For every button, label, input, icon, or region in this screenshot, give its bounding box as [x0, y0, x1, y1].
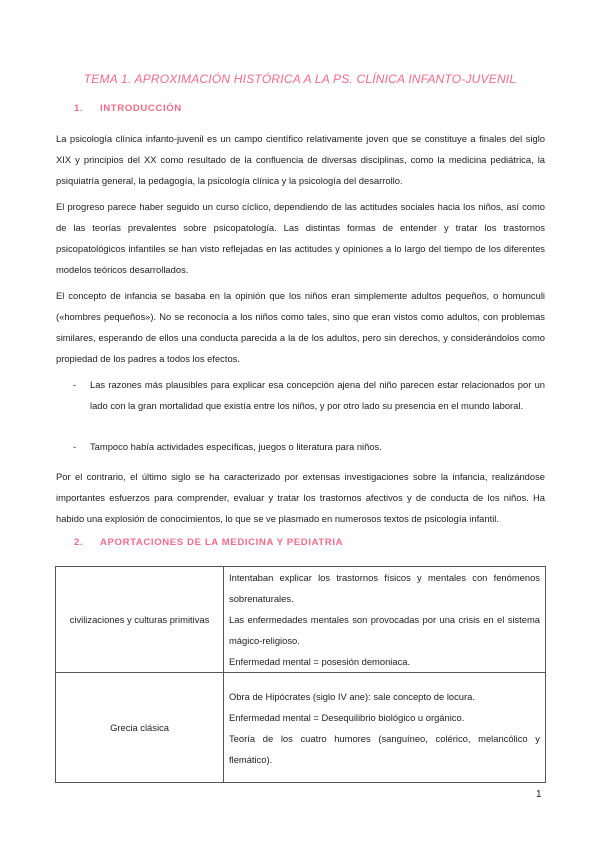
table-line: Obra de Hipócrates (siglo IV ane): sale concepto de locura. — [229, 690, 475, 702]
intro-paragraph-2: El progreso parece haber seguido un curso cíclico, dependiendo de las actitudes sociales hacia los niños, así como de las teorías prevalentes sobre psicopatología. Las distintas formas de entender y tratar los trastornos psicopatológicos infantiles se han visto reflejadas en las actitudes y opiniones a lo largo del tiempo de los diferentes modelos teóricos desarrollados. — [56, 201, 545, 275]
bullet-item-2 — [56, 436, 545, 457]
page-number: 1 — [536, 789, 542, 800]
intro-paragraph-3: El concepto de infancia se basaba en la opinión que los niños eran simplemente adultos pequeños, o homunculi («hombres pequeños»). No se reconocía a los niños como tales, sino que eran vistos como adultos, con problemas similares, esperando de ellos una conducta parecida a la de los adultos, pero sin derechos, y considerándolos como propiedad de los padres a todos los efectos. — [56, 290, 545, 364]
bullet-marker: - — [73, 441, 77, 452]
document-title: TEMA 1. APROXIMACIÓN HISTÓRICA A LA PS. CLÍNICA INFANTO-JUVENIL — [83, 72, 517, 86]
section-2-number: 2. — [74, 537, 84, 548]
table-row — [56, 673, 546, 783]
bullet-text-2: Tampoco había actividades específicas, juegos o literatura para niños. — [90, 441, 382, 452]
bullet-item-1 — [56, 374, 545, 416]
table-line: Las enfermedades mentales son provocadas por una crisis en el sistema mágico-religioso. — [229, 614, 540, 646]
table-line: Teoría de los cuatro humores (sanguíneo, colérico, melancólico y flemático). — [229, 732, 540, 765]
section-1-title: INTRODUCCIÓN — [100, 103, 182, 114]
table-line: Enfermedad mental = Desequilibrio biológico u orgánico. — [229, 711, 465, 723]
table-description-cell — [224, 673, 546, 783]
table-line: Enfermedad mental = posesión demoniaca. — [229, 656, 411, 667]
bullet-text-1: Las razones más plausibles para explicar esa concepción ajena del niño parecen estar relacionados por un lado con la gran mortalidad que existía entre los niños, y por otro lado su presencia en el mundo laboral. — [90, 379, 545, 411]
table-period-cell: civilizaciones y culturas primitivas — [56, 567, 224, 673]
table-row — [56, 567, 546, 673]
section-2-heading — [74, 537, 343, 548]
section-2-title: APORTACIONES DE LA MEDICINA Y PEDIATRIA — [100, 537, 344, 548]
closing-paragraph: Por el contrario, el último siglo se ha caracterizado por extensas investigaciones sobre la infancia, realizándose importantes esfuerzos para comprender, evaluar y tratar los trastornos afectivos y de conducta de los niños. Ha habido una explosión de conocimientos, lo que se ve plasmado en numerosos textos de psicología infantil. — [56, 471, 545, 524]
table-line: Intentaban explicar los trastornos físicos y mentales con fenómenos sobrenaturales. — [229, 572, 540, 604]
table-period-cell: Grecia clásica — [56, 673, 224, 783]
section-1-heading — [74, 103, 182, 114]
bullet-marker: - — [73, 379, 77, 390]
intro-paragraph-1: La psicología clínica infanto-juvenil es un campo científico relativamente joven que se constituye a finales del siglo XIX y principios del XX como resultado de la confluencia de diversas disciplinas, como la medicina pediátrica, la psiquiatría general, la pedagogía, la psicología clínica y la psicología del desarrollo. — [56, 133, 545, 186]
section-1-number: 1. — [74, 103, 84, 114]
history-table — [55, 566, 546, 783]
table-description-cell — [224, 567, 546, 673]
